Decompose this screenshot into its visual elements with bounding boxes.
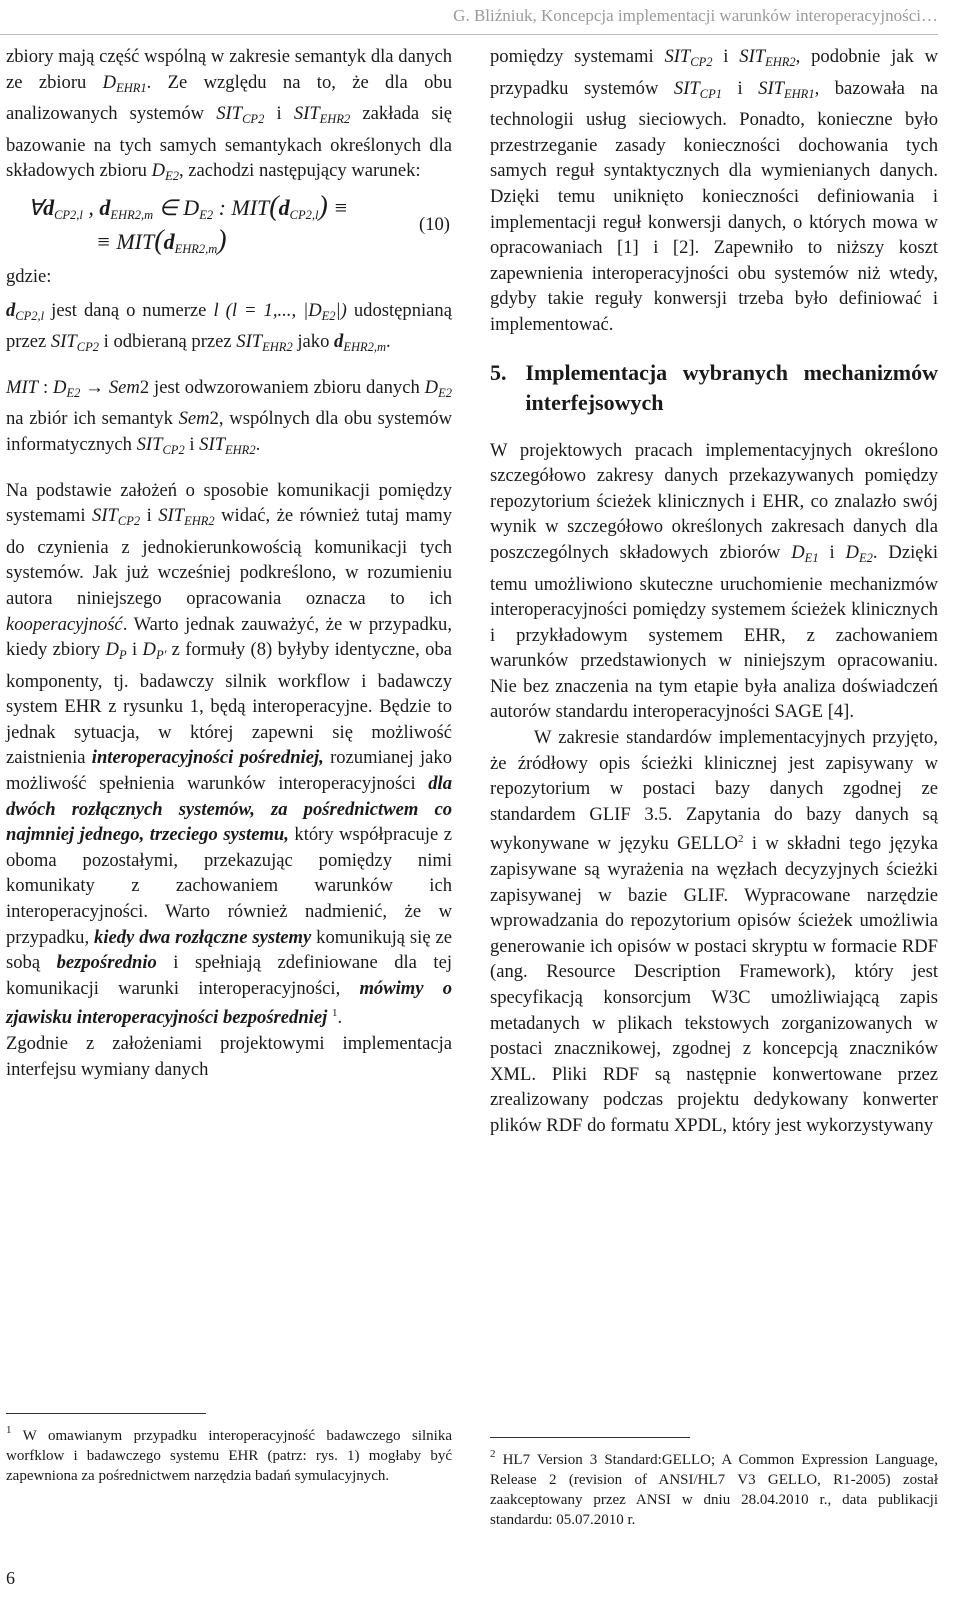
- left-paragraph-3: Zgodnie z założeniami projektowymi implementacja interfejsu wymiany danych: [6, 1033, 452, 1080]
- right-column: [490, 44, 938, 1139]
- formula-10: $\forall d_{CP}2,_l$ , $d_{EHR}2,_m$ ∈ $D_E2$ : $MIT(d_{CP}2,_l)$ ≡ ≡ $MIT(d_{EHR}2,_m)$ (10): [28, 190, 450, 256]
- left-footnote-rule: [6, 1413, 206, 1414]
- page-number: 6: [6, 1568, 15, 1588]
- right-paragraph-2: W projektowych pracach implementacyjnych określono szczegółowo zakresy danych przekazywanych pomiędzy repozytorium ścieżek klinicznych i EHR, co znalazło swój wynik w szczegółowo określonych zakresach danych dla poszczególnych składowych zbiorów $D_{E1}$ i $D_{E2}$. Dzięki temu umożliwiono skuteczne uruchomienie mechanizmów interoperacyjności pomiędzy systemem ścieżek klinicznych i przykładowym systemem EHR, z zachowaniem warunków przedstawionych w niniejszym opracowaniu. Nie bez znaczenia na tym etapie była analiza doświadczeń autorów standardu interoperacyjności SAGE [4].: [490, 439, 938, 723]
- definition-2: MIT : $D_{E2} \to Sem2$ jest odwzorowaniem zbioru danych $D_{E2}$ na zbiór ich semantyk Sem2, wspólnych dla obu systemów informatycznych $SIT_{CP2}$ i $SIT_{EHR2}$.: [6, 376, 452, 457]
- definition-1: $d_{CP2,l}$ jest daną o numerze l (l = 1,..., $|D_{E2}|$) udostępnianą przez $SIT_{CP2}$ i odbieraną przez $SIT_{EHR2}$ jako $d_{EHR2,m}$.: [6, 299, 452, 355]
- running-header: G. Bliźniuk, Koncepcja implementacji warunków interoperacyjności…: [453, 6, 938, 26]
- left-column: [6, 44, 452, 1082]
- formula-number: (10): [419, 213, 450, 235]
- footnote-2: $^2$ HL7 Version 3 Standard:GELLO; A Common Expression Language, Release 2 (revision of ANSI/HL7 V3 GELLO, R1-2005) został zaakceptowany przez ANSI w dniu 28.04.2010 r., data publikacji standardu: 05.07.2010 r.: [490, 1448, 938, 1528]
- header-rule: [0, 34, 938, 35]
- footnote-ref-2[interactable]: 2: [738, 833, 744, 846]
- footnote-1: $^1$ W omawianym przypadku interoperacyjność badawczego silnika worfklow i badawczego systemu EHR (patrz: rys. 1) mogłaby być zapewniona za pośrednictwem narzędzia badań symulacyjnych.: [6, 1424, 452, 1484]
- footnote-ref-1[interactable]: 1: [331, 1007, 338, 1020]
- section-heading: 5. Implementacja wybranych mechanizmów interfejsowych: [490, 359, 938, 415]
- right-paragraph-1: pomiędzy systemami $SIT_{CP2}$ i $SIT_{EHR2}$, podobnie jak w przypadku systemów $SIT_{CP1}$ i $SIT_{EHR1}$, bazowała na technologii usług sieciowych. Ponadto, konieczne było przestrzeganie zasady konieczności dochowania tych samych reguł syntaktycznych dla wymienianych danych. Dzięki temu uniknięto konieczności definiowania i implementacji reguł konwersji danych, o których mowa w opracowaniach [1] i [2]. Zapewniło to niższy koszt zapewnienia interoperacyjności obu systemów niż wtedy, gdyby takie reguły konwersji trzeba było definiować i implementować.: [490, 46, 939, 335]
- left-paragraph-2: Na podstawie założeń o sposobie komunikacji pomiędzy systemami $SIT_{CP2}$ i $SIT_{EHR2}$ widać, że również tutaj mamy do czynienia z jednokierunkowością komunikacji tych systemów. Jak już wcześniej podkreślono, w rozumieniu autora niniejszego opracowania oznacza to ich kooperacyjność. Warto jednak zauważyć, że w przypadku, kiedy zbiory $D_P$ i $D_{P'}$ z formuły (8) byłyby identyczne, oba komponenty, tj. badawczy silnik workflow i badawczy system EHR z rysunku 1, będą interoperacyjne. Będzie to jednak sytuacja, w której zapewni się możliwość zaistnienia interoperacyjności pośredniej, rozumianej jako możliwość spełnienia warunków interoperacyjności dla dwóch rozłącznych systemów, za pośrednictwem co najmniej jednego, trzeciego systemu, który współpracuje z oboma pozostałymi, przekazując pomiędzy nimi komunikaty z zachowaniem warunków ich interoperacyjności. Warto również nadmienić, że w przypadku, kiedy dwa rozłączne systemy komunikują się ze sobą bezpośrednio i spełniają zdefiniowane dla tej komunikacji warunki interoperacyjności, mówimy o zjawisku interoperacyjności bezpośredniej $^1$.: [6, 479, 453, 1029]
- right-footnote-rule: [490, 1437, 690, 1438]
- left-paragraph-1: zbiory mają część wspólną w zakresie semantyk dla danych ze zbioru $D_{EHR1}$. Ze względu na to, że dla obu analizowanych systemów $SIT_{CP2}$ i $SIT_{EHR2}$ zakłada się bazowanie na tych samych semantykach określonych dla składowych zbioru $D_{E2}$, zachodzi następujący warunek:: [6, 46, 452, 184]
- where-label: gdzie:: [6, 265, 52, 287]
- right-paragraph-3: W zakresie standardów implementacyjnych przyjęto, że źródłowy opis ścieżki klinicznej jest zapisywany w repozytorium w postaci bazy danych zgodnej ze standardem GLIF 3.5. Zapytania do bazy danych są wykonywane w języku GELLO$^2$ i w składni tego języka zapisywane są wyrażenia na węzłach decyzyjnych ścieżki zapisywanej w bazie GLIF. Wypracowane narzędzie wprowadzania do repozytorium opisów ścieżek umożliwia generowanie ich opisów w postaci skryptu w formacie RDF (ang. Resource Description Framework), który jest specyfikacją konsorcjum W3C umożliwiającą zapis metadanych w plikach tekstowych zorganizowanych w postaci znacznikowej, zgodnej z koncepcją znaczników XML. Pliki RDF są następnie konwertowane przez zrealizowany podczas projektu dedykowany konwerter plików RDF do formatu XPDL, który jest wykorzystywany: [490, 727, 939, 1136]
